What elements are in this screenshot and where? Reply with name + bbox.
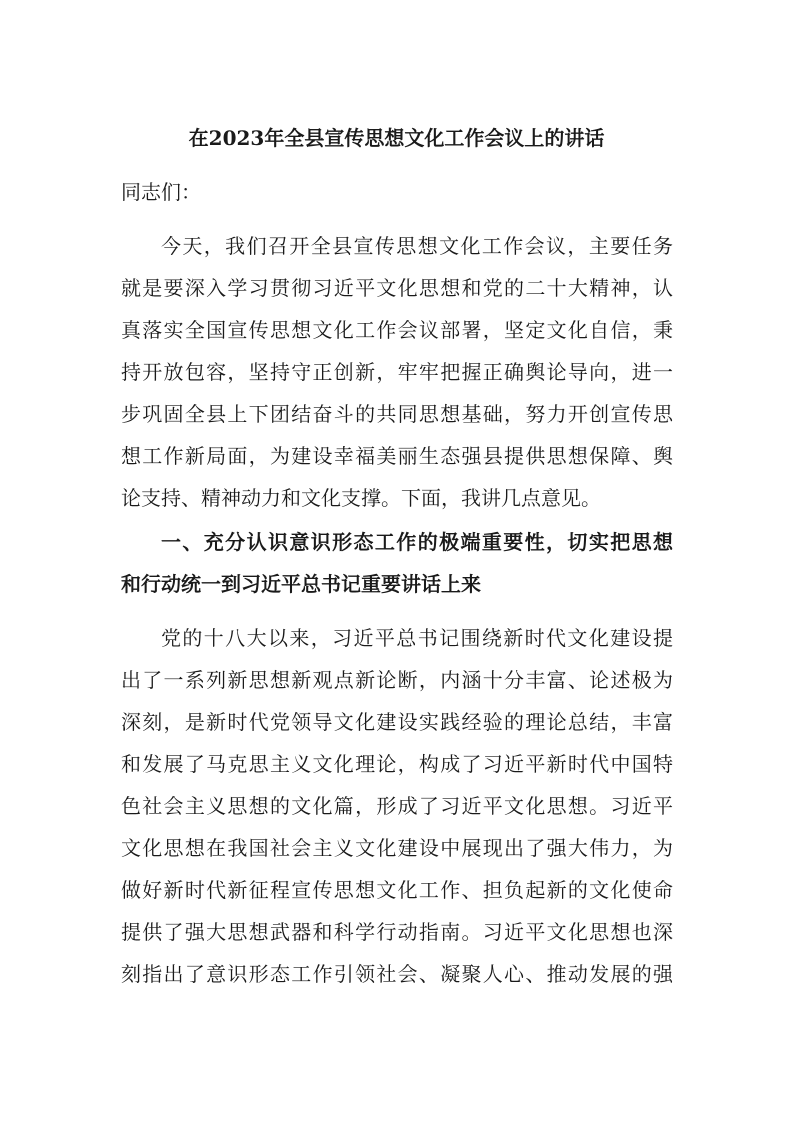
- intro-line: 就是要深入学习贯彻习近平文化思想和党的二十大精神，认: [121, 276, 673, 300]
- intro-line: 今天，我们召开全县宣传思想文化工作会议，主要任务: [161, 234, 673, 258]
- section-heading-line: 一、充分认识意识形态工作的极端重要性，切实把思想: [161, 530, 673, 554]
- body-line: 刻指出了意识形态工作引领社会、凝聚人心、推动发展的强: [121, 962, 673, 986]
- body-line: 党的十八大以来，习近平总书记围绕新时代文化建设提: [161, 626, 673, 650]
- body-line: 深刻，是新时代党领导文化建设实践经验的理论总结，丰富: [121, 710, 673, 734]
- body-line: 和发展了马克思主义文化理论，构成了习近平新时代中国特: [121, 752, 673, 776]
- intro-line: 持开放包容，坚持守正创新，牢牢把握正确舆论导向，进一: [121, 360, 673, 384]
- document-title: 在2023年全县宣传思想文化工作会议上的讲话: [188, 126, 605, 150]
- section-heading-line: 和行动统一到习近平总书记重要讲话上来: [121, 572, 481, 596]
- body-line: 做好新时代新征程宣传思想文化工作、担负起新的文化使命: [121, 878, 673, 902]
- body-line: 出了一系列新思想新观点新论断，内涵十分丰富、论述极为: [121, 668, 673, 692]
- body-line: 提供了强大思想武器和科学行动指南。习近平文化思想也深: [121, 920, 673, 944]
- intro-line: 真落实全国宣传思想文化工作会议部署，坚定文化自信，秉: [121, 318, 673, 342]
- body-line: 色社会主义思想的文化篇，形成了习近平文化思想。习近平: [121, 794, 673, 818]
- body-line: 文化思想在我国社会主义文化建设中展现出了强大伟力，为: [121, 836, 673, 860]
- intro-line: 步巩固全县上下团结奋斗的共同思想基础，努力开创宣传思: [121, 402, 673, 426]
- intro-line: 论支持、精神动力和文化支撑。下面，我讲几点意见。: [121, 486, 601, 510]
- salutation: 同志们：: [121, 180, 201, 204]
- intro-line: 想工作新局面，为建设幸福美丽生态强县提供思想保障、舆: [121, 444, 673, 468]
